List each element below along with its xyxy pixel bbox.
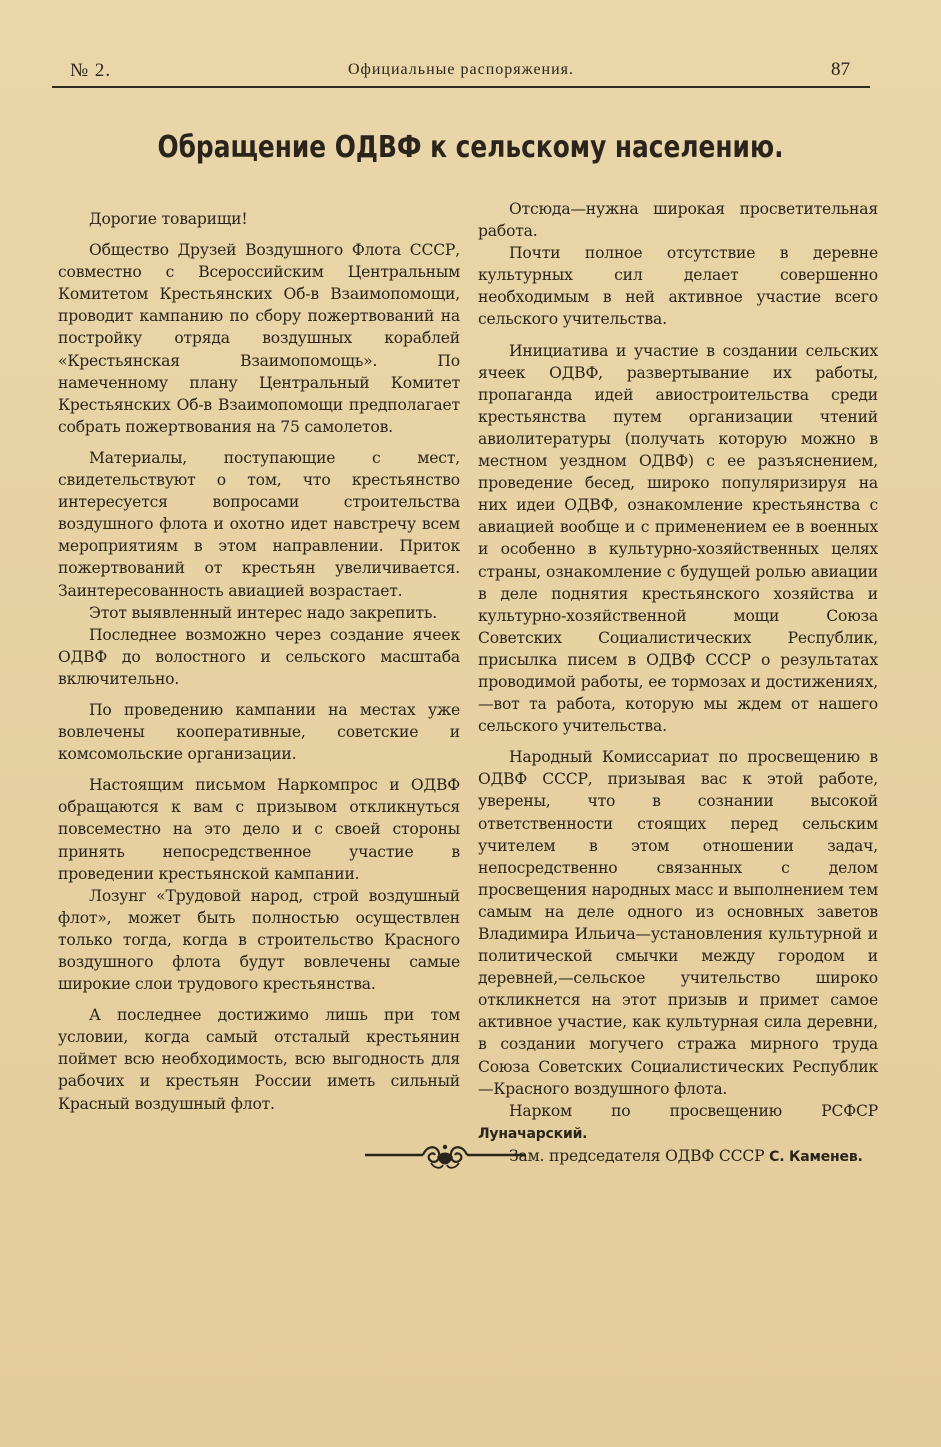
paragraph: А последнее достижимо лишь при том условии, когда самый отсталый крестьянин поймет всю необходимость, всю выгодность для рабочих и крестьян России иметь сильный Красный воздушный флот. [58,1006,460,1113]
paragraph: Почти полное отсутствие в деревне культурных сил делает совершенно необходимым в ней активное участие всего сельского учительства. [478,244,878,329]
salutation: Дорогие товарищи! [89,210,248,228]
signature-title: Нарком по просвещению РСФСР [509,1101,878,1120]
signature-name: Луначарский. [478,1125,588,1142]
signature-line [478,1100,878,1145]
running-header [52,58,870,88]
paragraph: Этот выявленный интерес надо закрепить. [89,603,438,622]
signature-name: С. Каменев. [769,1148,863,1165]
section-title: Официальные распоряжения. [347,61,575,78]
paragraph: Настоящим письмом Наркомпрос и ОДВФ обращаются к вам с призывом откликнуться повсеместно на это дело и с своей стороны принять непосредственное участие в проведении крестьянской кампании. [58,776,460,883]
paragraph: По проведению кампании на местах уже вовлечены кооперативные, советские и комсомольские организации. [58,700,460,764]
article-title: Обращение ОДВФ к сельскому населению. [157,130,784,165]
paragraph: Общество Друзей Воздушного Флота СССР, совместно с Всероссийским Центральным Комитетом Крестьянских Об-в Взаимопомощи, проводит кампанию по сбору пожертвований на постройку отряда воздушных кораблей «Крестьянская Взаимопомощь». По намеченному плану Центральный Комитет Крестьянских Об-в Взаимопомощи предполагает собрать пожертвования на 75 самолетов. [58,241,460,436]
signature-line [478,1145,878,1168]
page-number: 87 [831,59,850,80]
issue-number: № 2. [70,60,112,81]
paragraph: Отсюда—нужна широкая просветительная работа. [478,200,878,241]
right-column [478,198,878,1168]
paragraph: Последнее возможно через создание ячеек ОДВФ до волостного и сельского масштаба включительно. [58,625,460,688]
paragraph: Лозунг «Трудовой народ, строй воздушный флот», может быть полностью осуществлен только тогда, когда в строительство Красного воздушного флота будут вовлечены самые широкие слои трудового крестьянства. [58,886,460,994]
paragraph: Народный Комиссариат по просвещению в ОДВФ СССР, призывая вас к этой работе, уверены, что в сознании высокой ответственности стоящих перед сельским учителем в этом отношении задач, непосредственно связанных с делом просвещения народных масс и выполнением тем самым на деле одного из основных заветов Владимира Ильича—установления культурной и политической смычки между городом и деревней,—сельское учительство широко откликнется на этот призыв и примет самое активное участие, как культурная сила деревни, в создании могучего стража мирного труда Союза Советских Социалистических Республик—Красного воздушного флота. [478,748,878,1098]
ornament-divider [365,1137,525,1173]
left-column [58,208,460,1115]
paragraph: Материалы, поступающие с мест, свидетельствуют о том, что крестьянство интересуется вопросами строительства воздушного флота и охотно идет навстречу всем мероприятиям в этом направлении. Приток пожертвований от крестьян увеличивается. Заинтересованность авиацией возрастает. [58,448,460,600]
paragraph: Инициатива и участие в создании сельских ячеек ОДВФ, развертывание их работы, пропаганда идей авиостроительства среди крестьянства путем организации чтений авиолитературы (получать которую можно в местном уездном ОДВФ) с ее разъяснением, проведение бесед, широко популяризируя на них идеи ОДВФ, ознакомление крестьянства с авиацией вообще и с применением ее в военных и особенно в культурно-хозяйственных целях страны, ознакомление с будущей ролью авиации в деле поднятия крестьянского хозяйства и культурно-хозяйственной мощи Союза Советских Социалистических Республик, присылка писем в ОДВФ СССР о результатах проводимой работы, ее тормозах и достижениях,—вот та работа, которую мы ждем от нашего сельского учительства. [478,341,878,736]
signature-title: Зам. председателя ОДВФ СССР [509,1146,765,1165]
